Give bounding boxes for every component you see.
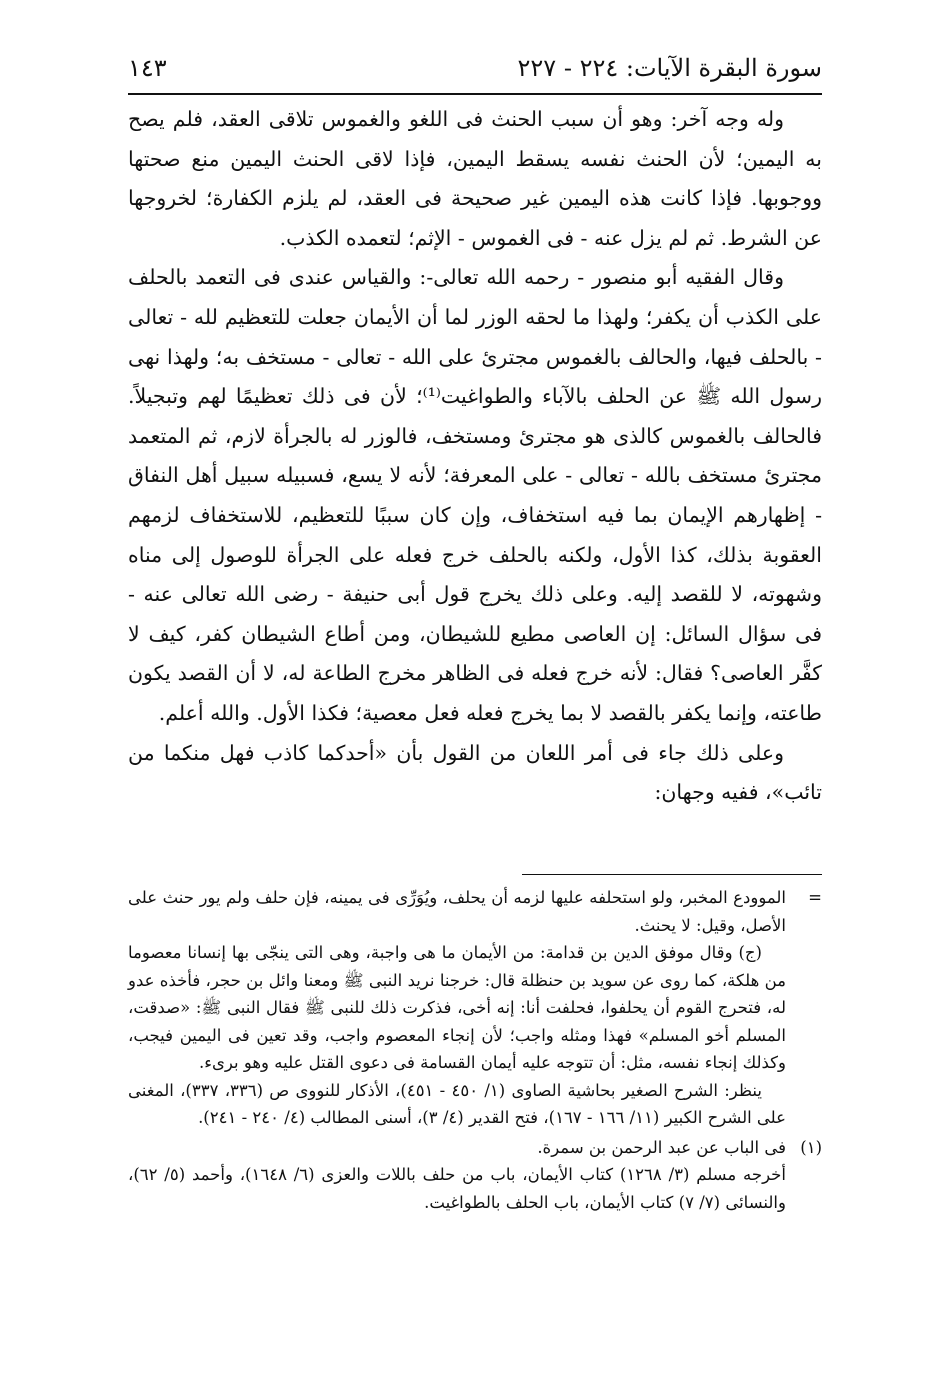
footnote-separator <box>522 874 822 875</box>
footnotes <box>128 884 822 1216</box>
footnote-continuation <box>128 884 822 1132</box>
footnote-paragraph: الموودع المخبر، ولو استحلفه عليها لزمه أن يحلف، ويُوَرِّى فى يمينه، فإن حلف ولم يور حنث على الأصل، وقيل: لا يحنث. <box>128 888 786 935</box>
footnote-paragraph: (ج) وقال موفق الدين بن قدامة: من الأيمان ما هى واجبة، وهى التى ينجّى بها إنسانا معصوما من هلكة، كما روى عن سويد بن حنظلة قال: خرجنا نريد النبى ﷺ ومعنا وائل بن حجر، فأخذه عدو له، فتحرج القوم أن يحلفوا، فحلفت أنا: إنه أخى، فذكرت ذلك للنبى ﷺ فقال النبى ﷺ: «صدقت، المسلم أخو المسلم» فهذا ومثله واجب؛ لأن إنجاء المعصوم واجب، وقد تعين فى اليمين فيجب، وكذلك إنجاء نفسه، مثل: أن تتوجه عليه أيمان القسامة فى دعوى القتل عليه وهو برىء. <box>128 943 786 1072</box>
main-paragraph: وقال الفقيه أبو منصور - رحمه الله تعالى-: والقياس عندى فى التعمد بالحلف على الكذب أن يكفر؛ ولهذا ما لحقه الوزر لما أن الأيمان جعلت للتعظيم لله - تعالى - بالحلف فيها، والحالف بالغموس مجترئ على الله - تعالى - مستخف به؛ ولهذا نهى رسول الله ﷺ عن الحلف بالآباء والطواغيت⁽¹⁾؛ لأن فى ذلك تعظيمًا لهم وتبجيلاً. فالحالف بالغموس كالذى هو مجترئ ومستخف، فالوزر له بالجرأة لازم، ثم المتعمد مجترئ مستخف بالله - تعالى - على المعرفة؛ لأنه لا يسع، فسبيله سبيل أهل النفاق - إظهارهم الإيمان بما فيه استخفاف، وإن كان سببًا للتعظيم، للاستخفاف لزمهم العقوبة بذلك، كذا الأول، ولكنه بالحلف خرج فعله على الجرأة للوصول إلى مناه وشهوته، لا للقصد إليه. وعلى ذلك يخرج قول أبى حنيفة - رضى الله تعالى عنه - فى سؤال السائل: إن العاصى مطيع للشيطان، ومن أطاع الشيطان كفر، كيف لا كفَّر العاصى؟ فقال: لأنه خرج فعله فى الظاهر مخرج الطاعة له، لا أن القصد يكون طاعته، وإنما يكفر بالقصد لا بما يخرج فعله فعل معصية؛ فكذا الأول. والله أعلم. <box>128 265 822 725</box>
continuation-mark: = <box>808 888 822 907</box>
main-paragraph: وله وجه آخر: وهو أن سبب الحنث فى اللغو والغموس تلاقى العقد، فلم يصح به اليمين؛ لأن الحنث نفسه يسقط اليمين، فإذا لاقى الحنث اليمين منع صحتها ووجوبها. فإذا كانت هذه اليمين غير صحيحة فى العقد، لم يلزم الكفارة؛ لخروجها عن الشرط. ثم لم يزل عنه - فى الغموس - الإثم؛ لتعمده الكذب. <box>128 107 822 250</box>
surah-header-title: سورة البقرة الآيات: ٢٢٤ - ٢٢٧ <box>517 54 822 82</box>
page-number: ١٤٣ <box>128 54 167 82</box>
header-rule <box>128 93 822 95</box>
footnote-1 <box>128 1134 822 1217</box>
footnote-paragraph: ينظر: الشرح الصغير بحاشية الصاوى (١/ ٤٥٠ - ٤٥١)، الأذكار للنووى ص (٣٣٦، ٣٣٧)، المغنى على الشرح الكبير (١١/ ١٦٦ - ١٦٧)، فتح القدير (٤/ ٣)، أسنى المطالب (٤/ ٢٤٠ - ٢٤١). <box>128 1080 786 1127</box>
footnote-paragraph: فى الباب عن عبد الرحمن بن سمرة. <box>537 1137 786 1157</box>
footnote-number: (١) <box>800 1137 822 1157</box>
footnote-paragraph: أخرجه مسلم (٣/ ١٢٦٨) كتاب الأيمان، باب من حلف باللات والعزى (٦/ ١٦٤٨)، وأحمد (٥/ ٦٢)، والنسائى (٧/ ٧) كتاب الأيمان، باب الحلف بالطواغيت. <box>128 1165 786 1212</box>
running-header <box>128 46 822 90</box>
main-paragraph: وعلى ذلك جاء فى أمر اللعان من القول بأن «أحدكما كاذب فهل منكما من تائب»، ففيه وجهان: <box>128 740 822 805</box>
main-text <box>128 100 822 813</box>
